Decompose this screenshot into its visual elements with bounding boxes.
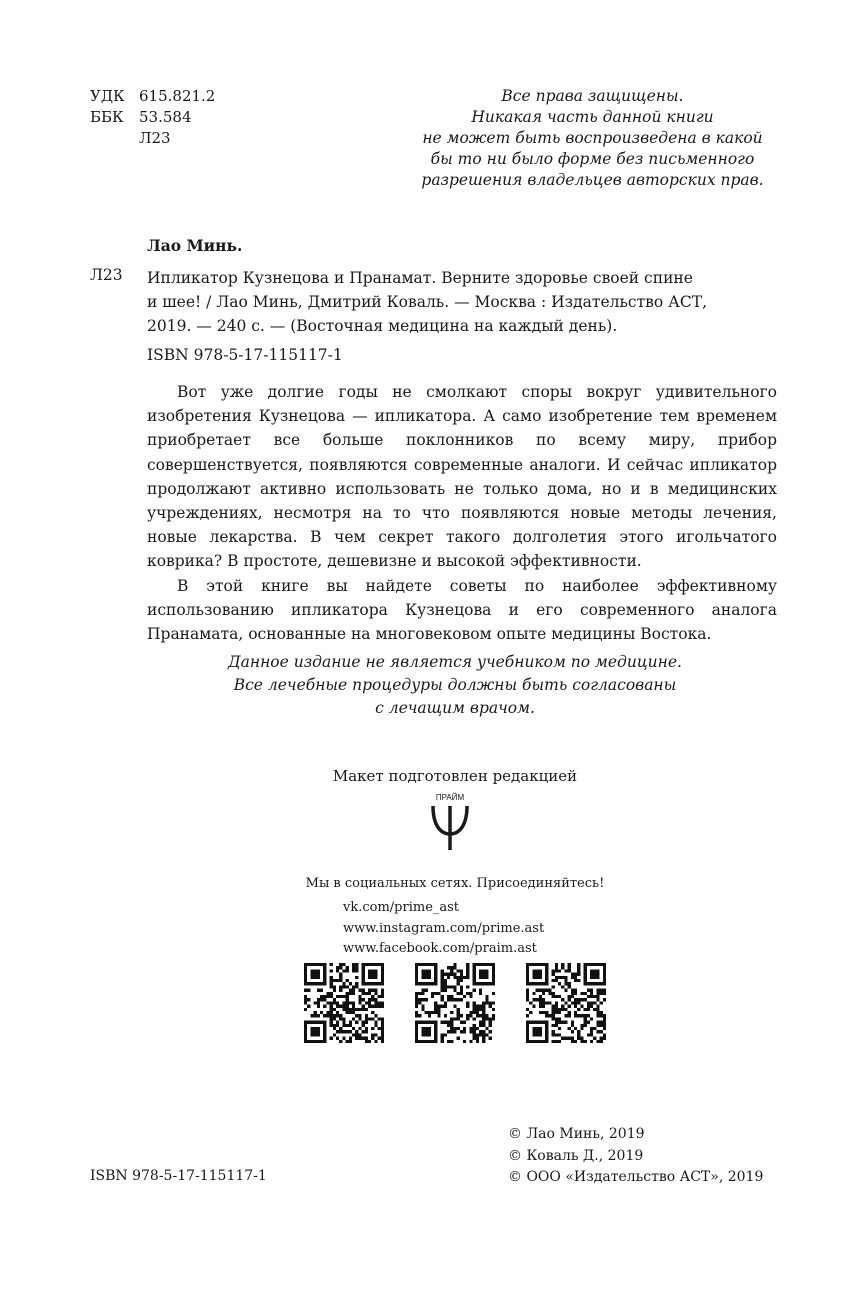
bib-line: и шее! / Лао Минь, Дмитрий Коваль. — Москва : Издательство АСТ, (147, 293, 708, 311)
disclaimer-line: Данное издание не является учебником по медицине. (228, 653, 682, 671)
udk-row (90, 86, 215, 107)
copyright-block (508, 1124, 763, 1189)
classification-code: Л23 (139, 129, 171, 147)
bib-line: 2019. — 240 с. — (Восточная медицина на каждый день). (147, 317, 618, 335)
abstract-paragraph: Вот уже долгие годы не смолкают споры вокруг удивительного изобретения Кузнецова — ипликатора. А само изобретение тем временем приобретает все больше поклонников по всему миру, прибор совершенствуется, появляются современные аналоги. И сейчас ипликатор продолжают активно использовать не только дома, но и в медицинских учреждениях, несмотря на то что появляются новые методы лечения, новые лекарства. В чем секрет такого долголетия этого игольчатого коврика? В простоте, дешевизне и высокой эффективности. (147, 383, 777, 571)
social-links (343, 898, 544, 960)
rights-line: не может быть воспроизведена в какой (422, 129, 763, 147)
facebook-qr-code-icon[interactable] (526, 963, 606, 1043)
disclaimer-line: с лечащим врачом. (375, 699, 535, 717)
social-link-instagram[interactable]: www.instagram.com/prime.ast (343, 920, 545, 936)
rights-line: Все права защищены. (501, 87, 684, 105)
udk-label: УДК (90, 87, 125, 105)
classification-block (90, 86, 215, 149)
instagram-qr-code-icon[interactable] (415, 963, 495, 1043)
udk-value: 615.821.2 (139, 87, 216, 105)
copyright-line: © Лао Минь, 2019 (508, 1126, 645, 1142)
social-link-vk[interactable]: vk.com/prime_ast (343, 900, 460, 915)
disclaimer-line: Все лечебные процедуры должны быть согласованы (233, 676, 677, 694)
bib-line: Ипликатор Кузнецова и Пранамат. Верните здоровье своей спине (147, 269, 693, 287)
isbn-main: ISBN 978-5-17-115117-1 (147, 346, 343, 364)
bbk-label: ББК (90, 108, 124, 126)
prime-logo-icon (425, 792, 475, 854)
logo-text: ПРАЙМ (435, 793, 465, 802)
rights-line: Никакая часть данной книги (471, 108, 714, 126)
copyright-line: © ООО «Издательство АСТ», 2019 (508, 1169, 764, 1185)
bbk-value: 53.584 (139, 108, 192, 126)
prepared-by: Макет подготовлен редакцией (332, 767, 578, 785)
isbn-footer: ISBN 978-5-17-115117-1 (90, 1168, 267, 1184)
catalog-code: Л23 (90, 266, 123, 284)
abstract (147, 380, 777, 646)
bbk-row (90, 107, 215, 128)
abstract-paragraph: В этой книге вы найдете советы по наиболее эффективному использованию ипликатора Кузнецова и его современного аналога Пранамата, основанные на многовековом опыте медицины Востока. (147, 576, 777, 644)
medical-disclaimer (200, 651, 710, 720)
social-title: Мы в социальных сетях. Присоединяйтесь! (305, 876, 605, 891)
rights-line: бы то ни было форме без письменного (430, 150, 755, 168)
bibliographic-description (147, 266, 777, 338)
author-heading: Лао Минь. (147, 236, 243, 255)
copyright-line: © Коваль Д., 2019 (508, 1147, 644, 1164)
rights-line: разрешения владельцев авторских прав. (421, 171, 764, 189)
vk-qr-code-icon[interactable] (304, 963, 384, 1043)
rights-notice (410, 86, 775, 191)
social-link-facebook[interactable]: www.facebook.com/praim.ast (343, 941, 537, 956)
